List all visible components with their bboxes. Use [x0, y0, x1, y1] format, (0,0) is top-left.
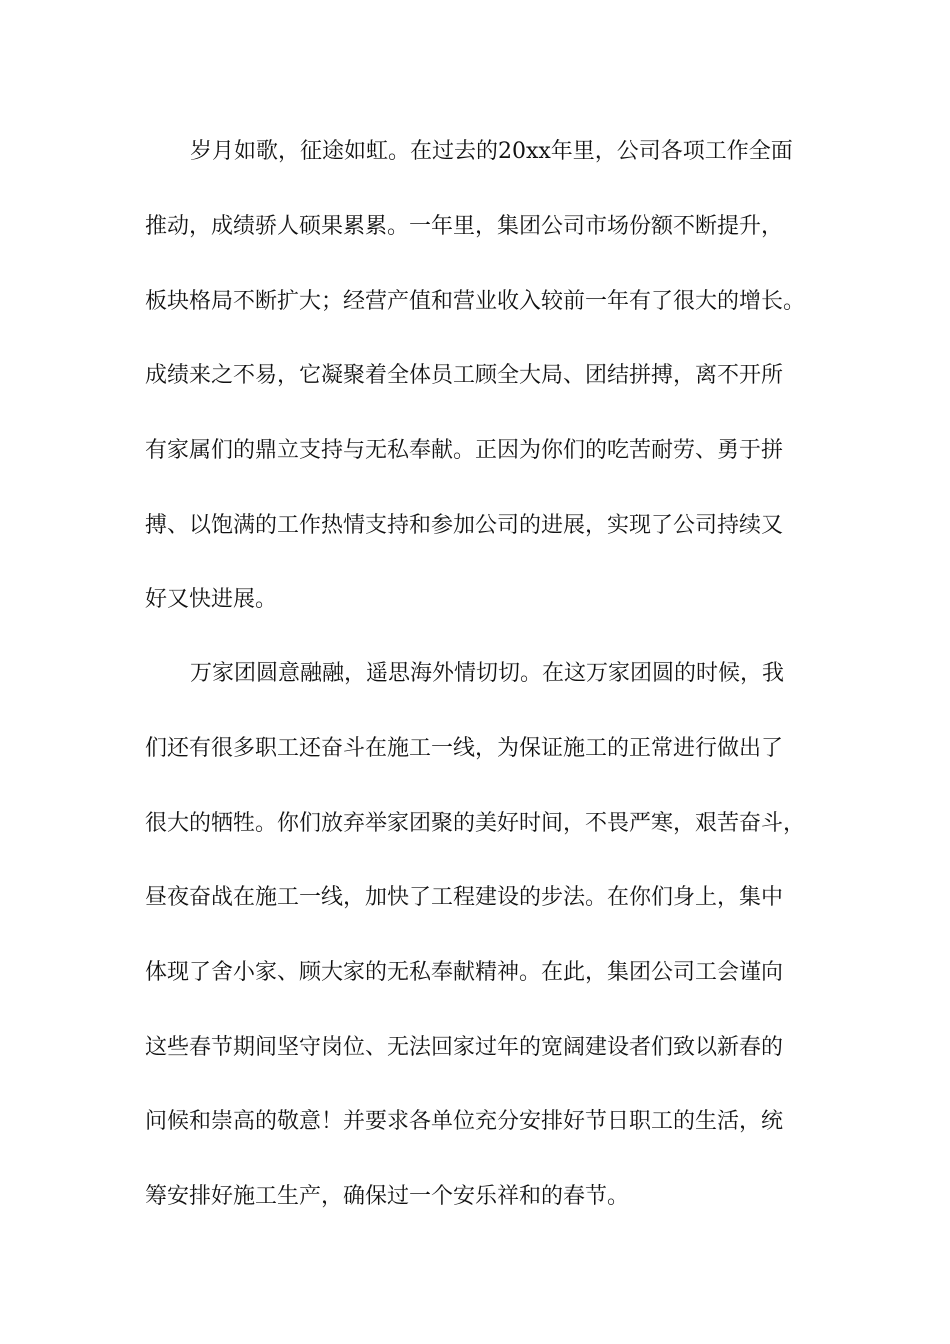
paragraph-1-line-4: 成绩来之不易，它凝聚着全体员工顾全大局、团结拼搏，离不开所	[145, 363, 784, 388]
paragraph-2-line-6: 这些春节期间坚守岗位、无法回家过年的宽阔建设者们致以新春的	[145, 1035, 784, 1060]
paragraph-2-line-8: 筹安排好施工生产，确保过一个安乐祥和的春节。	[145, 1184, 630, 1209]
paragraph-1-line-7: 好又快进展。	[145, 587, 278, 612]
paragraph-2-line-5: 体现了舍小家、顾大家的无私奉献精神。在此，集团公司工会谨向	[145, 960, 784, 985]
paragraph-2-line-7: 问候和崇高的敬意！并要求各单位充分安排好节日职工的生活，统	[145, 1109, 784, 1134]
paragraph-2-line-4: 昼夜奋战在施工一线，加快了工程建设的步法。在你们身上，集中	[145, 885, 784, 910]
paragraph-2-line-2: 们还有很多职工还奋斗在施工一线，为保证施工的正常进行做出了	[145, 736, 784, 761]
paragraph-1-line-1: 岁月如歌，征途如虹。在过去的20xx年里，公司各项工作全面	[190, 139, 793, 164]
paragraph-1-line-3: 板块格局不断扩大；经营产值和营业收入较前一年有了很大的增长。	[145, 289, 806, 314]
paragraph-1-line-5: 有家属们的鼎立支持与无私奉献。正因为你们的吃苦耐劳、勇于拼	[145, 438, 784, 463]
paragraph-1-line-2: 推动，成绩骄人硕果累累。一年里，集团公司市场份额不断提升，	[145, 214, 784, 239]
paragraph-2-line-1: 万家团圆意融融，遥思海外情切切。在这万家团圆的时候，我	[190, 661, 785, 686]
paragraph-2-line-3: 很大的牺牲。你们放弃举家团聚的美好时间，不畏严寒，艰苦奋斗，	[145, 811, 806, 836]
paragraph-1-line-6: 搏、以饱满的工作热情支持和参加公司的进展，实现了公司持续又	[145, 513, 784, 538]
